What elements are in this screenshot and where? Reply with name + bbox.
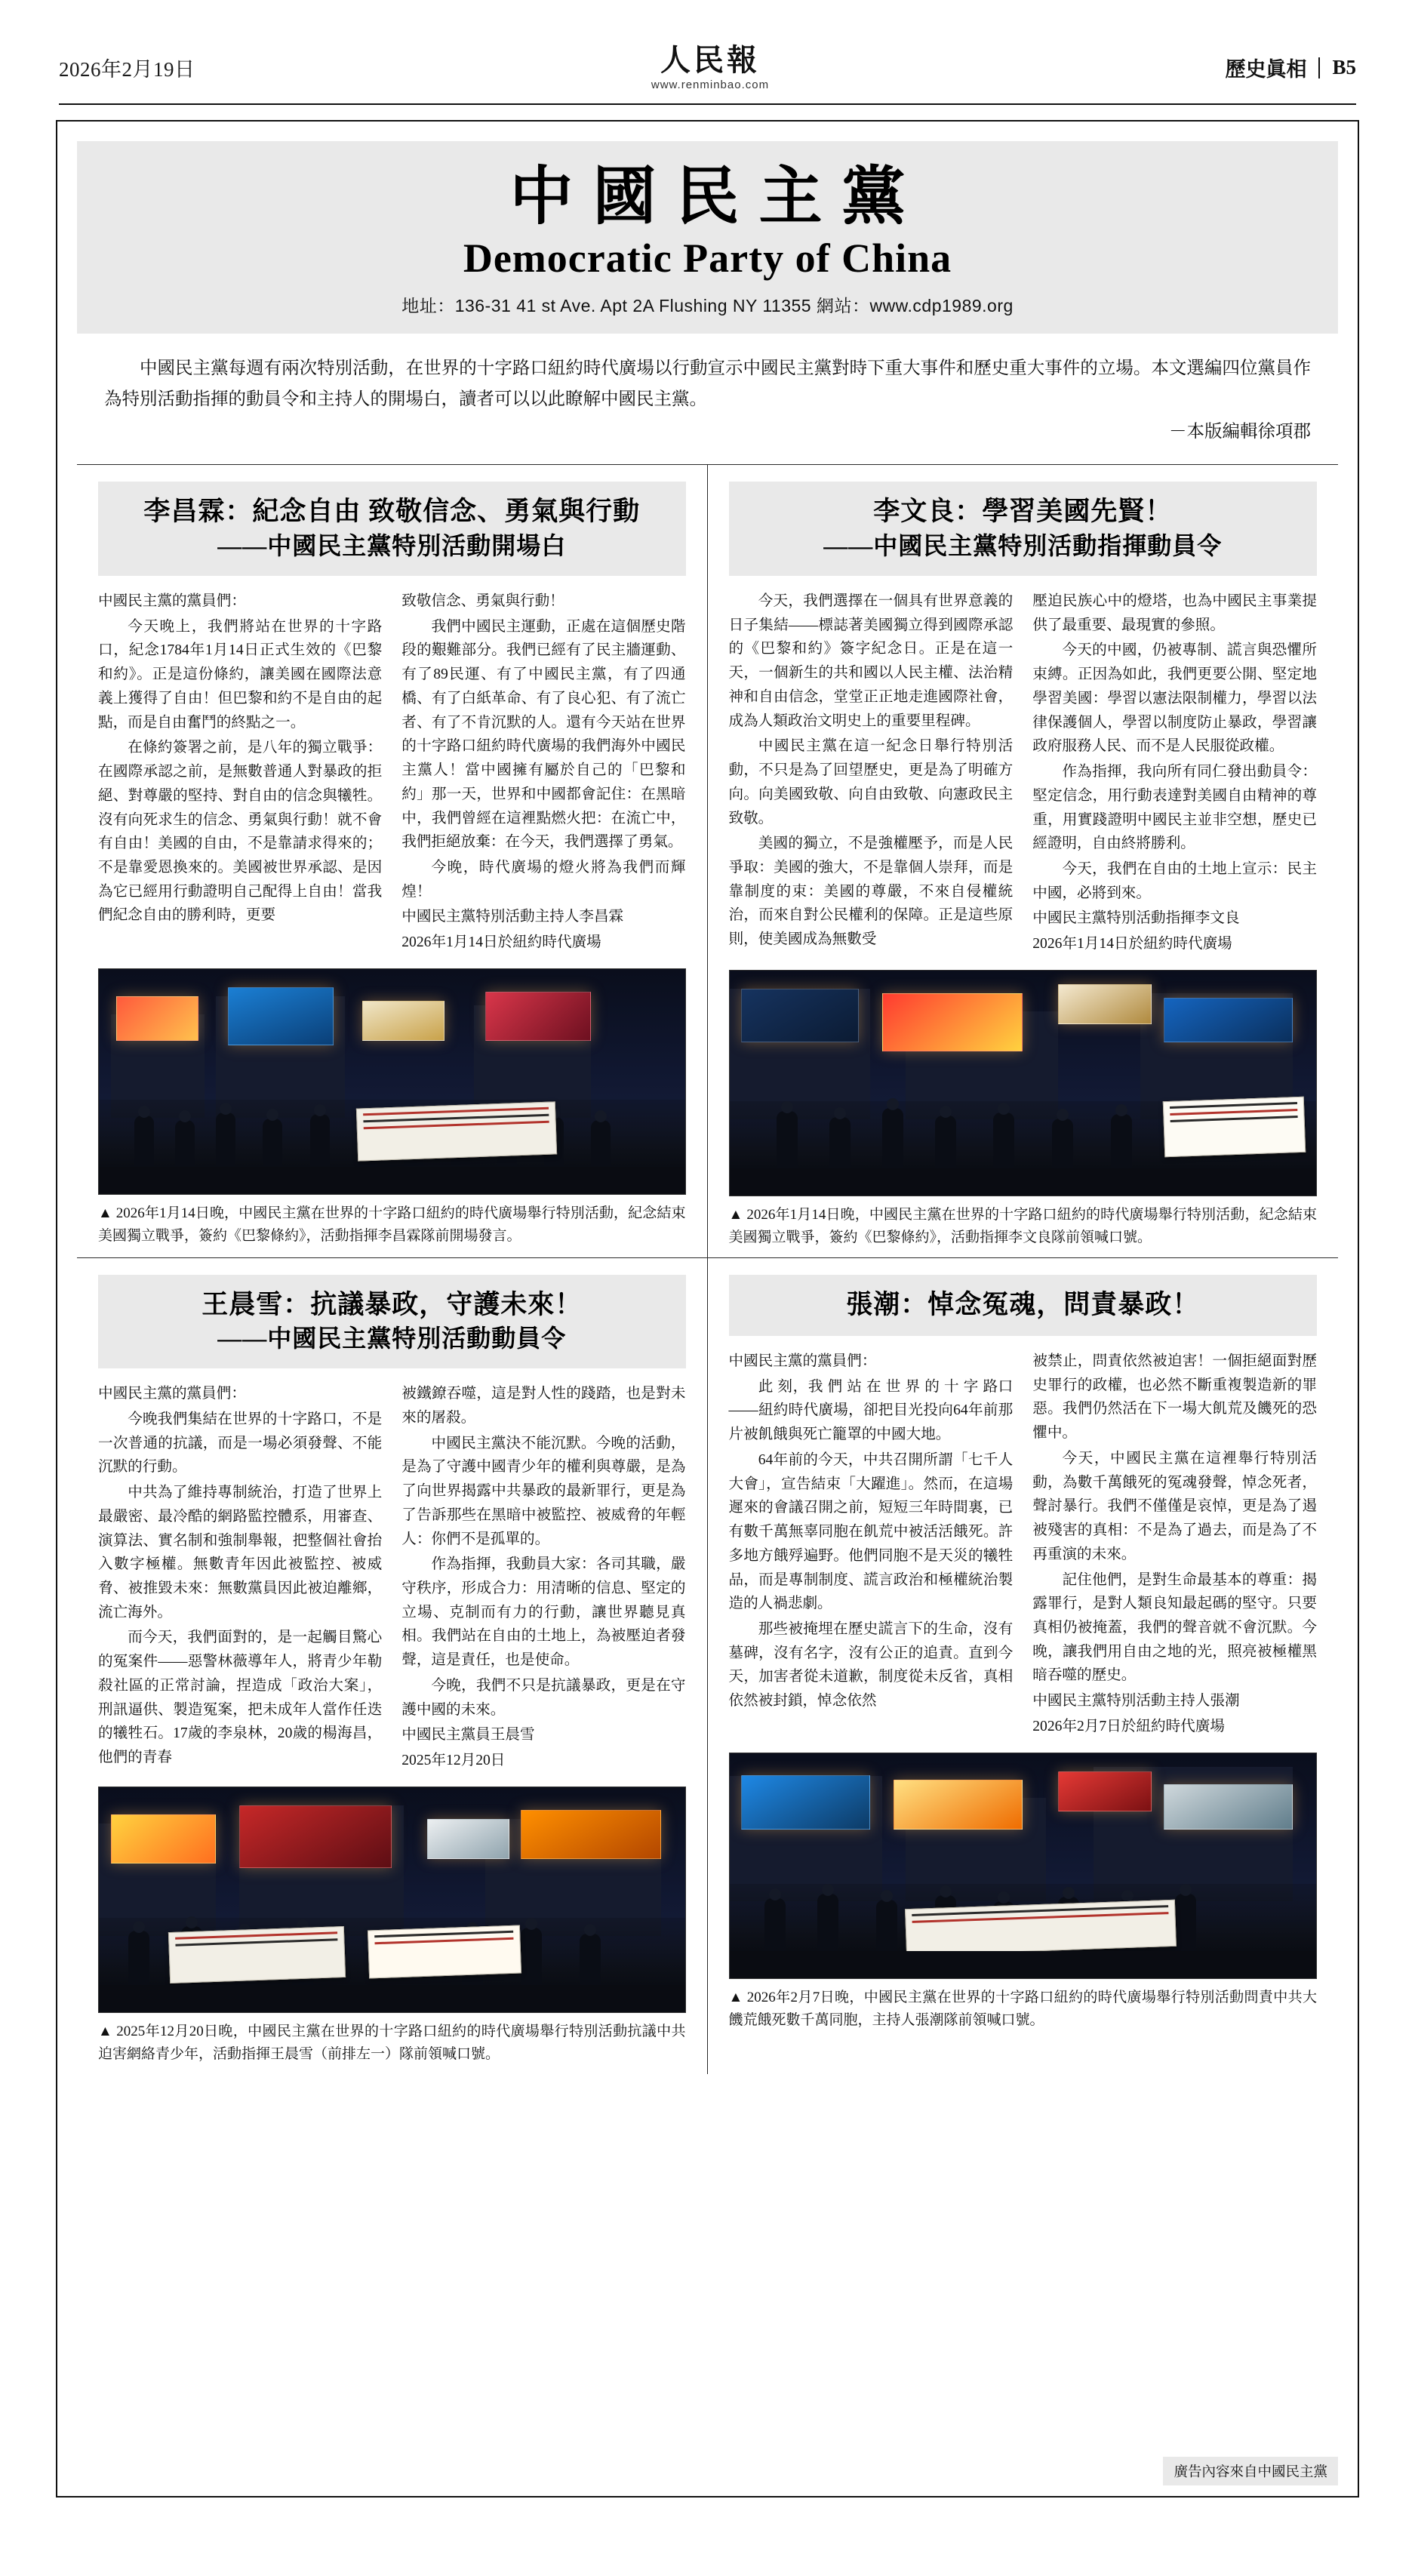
paragraph: 中國民主黨的黨員們： bbox=[98, 592, 246, 609]
paragraph: 今天，中國民主黨在這裡舉行特別活動，為數千萬餓死的冤魂發聲，悼念死者，聲討暴行。我們不僅僅是哀悼，更是為了遏被殘害的真相：不是為了過去，而是為了不再重演的未來。 bbox=[1032, 1450, 1317, 1562]
photo-billboard bbox=[521, 1810, 661, 1860]
paragraph: 記住他們，是對生命最基本的尊重：揭露罪行，是對人類良知最起碼的堅守。只要真相仍被掩蓋，我們的聲音就不會沉默。今晚，讓我們用自由之地的光，照亮被極權黑暗吞噬的歷史。 bbox=[1032, 1571, 1317, 1684]
paragraph: 此 刻，我 們 站 在 世 界 的 十 字 路口——紐約時代廣場，卻把目光投向64年前那片被飢餓與死亡籠罩的中國大地。 bbox=[728, 1378, 1014, 1443]
photo-banner bbox=[168, 1926, 346, 1984]
photo-billboard bbox=[111, 1814, 217, 1864]
article-2-subtitle: ——中國民主黨特別活動指揮動員令 bbox=[823, 531, 1223, 559]
paragraph: 中國民主黨在這一紀念日舉行特別活動，不只是為了回望歷史，更是為了明確方向。向美國致敬、向自由致敬、向憲政民主致敬。 bbox=[728, 738, 1014, 826]
photo-ground bbox=[730, 1951, 1317, 1978]
lead-text: 中國民主黨每週有兩次特別活動，在世界的十字路口紐約時代廣場以行動宣示中國民主黨對時下重大事件和歷史重大事件的立場。本文選編四位黨員作為特別活動指揮的動員令和主持人的開場白，讀者可以以此瞭解中國民主黨。 bbox=[104, 359, 1311, 410]
publication-logo: 人民報 bbox=[660, 43, 760, 77]
paragraph: 中國民主黨的黨員們： bbox=[98, 1386, 246, 1402]
paragraph: 中共為了維持專制統治，打造了世界上最嚴密、最冷酷的網路監控體系，用審查、演算法、實名制和強制舉報，把整個社會抬入數字極權。無數青年因此被監控、被威脅、被推毀未來：無數黨員因此被迫離鄉，流亡海外。 bbox=[98, 1485, 383, 1620]
article-2-body bbox=[729, 589, 1318, 958]
article-1-subtitle: ——中國民主黨特別活動開場白 bbox=[217, 531, 567, 559]
paragraph: 今天，我們在自由的土地上宣示：民主中國，必將到來。 bbox=[1032, 860, 1317, 901]
article-4-col-1 bbox=[729, 1350, 1014, 1740]
party-name-en: Democratic Party of China bbox=[463, 235, 952, 282]
photo-banner bbox=[1163, 1097, 1306, 1157]
article-4-headline bbox=[729, 1275, 1318, 1336]
paragraph: 致敬信念、勇氣與行動！ bbox=[401, 592, 564, 609]
paragraph: 在條約簽署之前，是八年的獨立戰爭：在國際承認之前，是無數普通人對暴政的拒絕、對尊嚴的堅持、對自由的信念與犧牲。沒有向死求生的信念、勇氣與行動！就不會有自由！美國的自由，不是靠請求得來的；不是靠愛恩換來的。美國被世界承認、是因為它已經用行動證明自己配得上自由！當我們紀念自由的勝利時，更要 bbox=[98, 740, 383, 924]
article-4-photo bbox=[729, 1753, 1318, 1979]
party-title-block bbox=[77, 141, 1338, 334]
paragraph: 被鐵鐐吞噬，這是對人性的踐踏，也是對未來的屠殺。 bbox=[401, 1386, 686, 1426]
paragraph: 中國民主黨的黨員們： bbox=[728, 1353, 877, 1369]
paragraph: 今晚，我們不只是抗議暴政，更是在守護中國的未來。 bbox=[401, 1677, 686, 1718]
article-1-headline bbox=[98, 482, 686, 575]
article-3-subtitle: ——中國民主黨特別活動動員令 bbox=[217, 1324, 567, 1352]
masthead-section-group bbox=[1225, 53, 1356, 82]
article-2-caption: ▲ 2026年1月14日晚，中國民主黨在世界的十字路口紐約的時代廣場舉行特別活動，紀念結束美國獨立戰爭，簽約《巴黎條約》，活動指揮李文良隊前領喊口號。 bbox=[728, 1206, 1317, 1246]
photo-billboard bbox=[882, 993, 1023, 1051]
article-2-col-2 bbox=[1032, 589, 1317, 958]
section-label: 歷史眞相 bbox=[1225, 58, 1307, 81]
article-2-headline bbox=[729, 482, 1318, 575]
lead-paragraph bbox=[104, 353, 1311, 448]
article-2-col-1 bbox=[729, 589, 1014, 958]
articles-grid bbox=[77, 465, 1338, 2073]
article-3-signature-date: 2025年12月20日 bbox=[401, 1753, 506, 1769]
article-4-caption: ▲ 2026年2月7日晚，中國民主黨在世界的十字路口紐約的時代廣場舉行特別活動問責中共大饑荒餓死數千萬同胞，主持人張潮隊前領喊口號。 bbox=[728, 1989, 1317, 2029]
photo-billboard bbox=[741, 989, 859, 1043]
photo-billboard bbox=[116, 996, 198, 1042]
article-3-body bbox=[98, 1382, 686, 1774]
photo-banner bbox=[356, 1102, 557, 1162]
photo-billboard bbox=[362, 1001, 444, 1042]
paragraph: 今晚，時代廣場的燈火將為我們而輝煌！ bbox=[401, 859, 686, 900]
article-2-photo-wrap bbox=[729, 970, 1318, 1250]
paragraph: 壓迫民族心中的燈塔，也為中國民主事業提供了最重要、最現實的參照。 bbox=[1032, 592, 1317, 633]
photo-billboard bbox=[485, 992, 591, 1042]
paragraph: 今天，我們選擇在一個具有世界意義的日子集結——標誌著美國獨立得到國際承認的《巴黎和約》簽字紀念日。正是在這一天，一個新生的共和國以人民主權、法治精神和自由信念，堂堂正正地走進國際社會，成為人類政治文明史上的重要里程碑。 bbox=[728, 592, 1014, 729]
paragraph: 我們中國民主運動，正處在這個歷史階段的艱難部分。我們已經有了民主牆運動、有了89民運、有了中國民主黨，有了四通橋、有了白紙革命、有了良心犯、有了流亡者、有了不肯沉默的人。還有今天站在世界的十字路口紐約時代廣場的我們海外中國民主黨人！當中國擁有屬於自己的「巴黎和約」那一天，世界和中國都會記住：在黑暗中，我們曾經在這裡點燃火把：在流亡中，我們拒絕放棄：在今天，我們選擇了勇氣。 bbox=[401, 618, 686, 851]
paragraph: 作為指揮，我動員大家：各司其職，嚴守秩序，形成合力：用清晰的信息、堅定的立場、克制而有力的行動，讓世界聽見真相。我們站在自由的土地上，為被壓迫者發聲，這是責任，也是使命。 bbox=[401, 1556, 686, 1669]
article-2-title: 李文良：學習美國先賢！ bbox=[873, 497, 1173, 527]
article-1-signature-name: 中國民主黨特別活動主持人李昌霖 bbox=[401, 909, 624, 925]
ad-frame bbox=[56, 120, 1359, 2498]
article-1-body bbox=[98, 589, 686, 956]
lead-byline: －本版編輯徐項郡 bbox=[1169, 422, 1311, 442]
article-4-photo-wrap bbox=[729, 1753, 1318, 2033]
article-4-col-2 bbox=[1032, 1350, 1317, 1740]
photo-ground bbox=[99, 1167, 685, 1194]
article-2-signature-name: 中國民主黨特別活動指揮李文良 bbox=[1032, 910, 1240, 927]
article-1-caption: ▲ 2026年1月14日晚，中國民主黨在世界的十字路口紐約的時代廣場舉行特別活動，紀念結束美國獨立戰爭，簽約《巴黎條約》，活動指揮李昌霖隊前開場發言。 bbox=[98, 1205, 686, 1245]
article-3-caption: ▲ 2025年12月20日晚，中國民主黨在世界的十字路口紐約的時代廣場舉行特別活動抗議中共迫害網絡青少年，活動指揮王晨雪（前排左一）隊前領喊口號。 bbox=[98, 2023, 686, 2063]
publication-url: www.renminbao.com bbox=[651, 78, 770, 91]
article-1-photo-wrap bbox=[98, 968, 686, 1248]
article-3 bbox=[77, 1257, 708, 2074]
article-4-signature-date: 2026年2月7日於紐約時代廣場 bbox=[1032, 1718, 1225, 1734]
paragraph: 作為指揮，我向所有同仁發出動員令：堅定信念，用行動表達對美國自由精神的尊重，用實踐證明中國民主並非空想，歷史已經證明，自由終將勝利。 bbox=[1032, 764, 1317, 852]
article-4-title: 張潮：悼念冤魂，問責暴政！ bbox=[846, 1289, 1200, 1319]
masthead-rule bbox=[59, 103, 1356, 105]
paragraph: 被禁止，問責依然被迫害！一個拒絕面對歷史罪行的政權，也必然不斷重複製造新的罪惡。我們仍然活在下一場大飢荒及饑死的恐懼中。 bbox=[1032, 1353, 1317, 1442]
photo-ground bbox=[730, 1168, 1317, 1196]
article-3-col-2 bbox=[401, 1382, 685, 1774]
paragraph: 中國民主黨決不能沉默。今晚的活動，是為了守護中國青少年的權利與尊嚴，是為了向世界揭露中共暴政的最新罪行，更是為了告訴那些在黑暗中被監控、被威脅的年輕人：你們不是孤單的。 bbox=[401, 1435, 686, 1547]
party-name-cn: 中國民主黨 bbox=[509, 162, 925, 232]
paragraph: 而今天，我們面對的，是一起觸目驚心的冤案件——惡警林薇導年人，將青少年勒殺社區的正常討論，捏造成「政治大案」，刑訊逼供、製造冤案，把未成年人當作任迭的犧牲石。17歲的李泉林，20歲的楊海昌，他們的青春 bbox=[98, 1630, 383, 1766]
paragraph: 今晚我們集結在世界的十字路口，不是一次普通的抗議，而是一場必須發聲、不能沉默的行動。 bbox=[98, 1411, 383, 1476]
article-4-body bbox=[729, 1350, 1318, 1740]
ad-disclaimer: 廣告內容來自中國民主黨 bbox=[1163, 2457, 1338, 2485]
photo-billboard bbox=[1058, 984, 1152, 1025]
page-number: B5 bbox=[1332, 56, 1356, 78]
photo-billboard bbox=[1164, 1784, 1293, 1830]
photo-billboard bbox=[228, 987, 334, 1045]
article-3-signature-name: 中國民主黨員王晨雪 bbox=[401, 1727, 535, 1743]
article-1-title: 李昌霖：紀念自由 致敬信念、勇氣與行動 bbox=[143, 497, 641, 527]
divider-bar bbox=[1318, 57, 1320, 78]
article-2 bbox=[708, 465, 1339, 1257]
article-2-signature-date: 2026年1月14日於紐約時代廣場 bbox=[1032, 936, 1232, 953]
photo-ground bbox=[99, 1985, 685, 2012]
paragraph: 今天晚上，我們將站在世界的十字路口，紀念1784年1月14日正式生效的《巴黎和約》。正是這份條約，讓美國在國際法意義上獲得了自由！但巴黎和約不是自由的起點，而是自由奮鬥的終點之一。 bbox=[98, 618, 383, 731]
article-3-title: 王晨雪：抗議暴政，守護未來！ bbox=[201, 1289, 583, 1319]
paragraph: 今天的中國，仍被專制、謊言與恐懼所束縛。正因為如此，我們更要公開、堅定地學習美國：學習以憲法限制權力，學習以法律保護個人，學習以制度防止暴政，學習讓政府服務人民、而不是人民服從政權。 bbox=[1032, 642, 1317, 755]
article-3-photo-wrap bbox=[98, 1787, 686, 2067]
paragraph: 美國的獨立，不是強權壓予，而是人民爭取：美國的強大，不是靠個人崇拜，而是靠制度的束：美國的尊嚴，不來自侵權統治，而來自對公民權利的保障。正是這些原則，使美國成為無數受 bbox=[728, 836, 1014, 948]
photo-billboard bbox=[741, 1775, 870, 1830]
masthead-date: 2026年2月19日 bbox=[59, 58, 195, 81]
article-1-photo bbox=[98, 968, 686, 1195]
masthead bbox=[0, 0, 1415, 99]
party-address-website: 地址：136-31 41 st Ave. Apt 2A Flushing NY 11355 網站：www.cdp1989.org bbox=[401, 296, 1014, 316]
paragraph: 64年前的今天，中共召開所謂「七千人大會」，宣告結束「大躍進」。然而，在這場遲來的會議召開之前，短短三年時間裏，已有數千萬無辜同胞在飢荒中被活活餓死。許多地方餓殍遍野。他們同胞不是天災的犧牲品，而是專制制度、謊言政治和極權統治製造的人禍悲劇。 bbox=[728, 1451, 1014, 1612]
photo-banner bbox=[368, 1925, 521, 1979]
masthead-center bbox=[195, 44, 1226, 91]
paragraph: 那些被掩埋在歷史謊言下的生命，沒有墓碑，沒有名字，沒有公正的追責。直到今天，加害者從未道歉，制度從未反省，真相依然被封鎖，悼念依然 bbox=[728, 1621, 1014, 1710]
photo-billboard bbox=[239, 1805, 392, 1868]
photo-banner bbox=[905, 1900, 1177, 1956]
article-3-col-1 bbox=[98, 1382, 382, 1774]
article-4-signature-name: 中國民主黨特別活動主持人張潮 bbox=[1032, 1693, 1240, 1710]
article-1-signature-date: 2026年1月14日於紐約時代廣場 bbox=[401, 934, 601, 951]
photo-billboard bbox=[427, 1819, 509, 1860]
article-3-photo bbox=[98, 1787, 686, 2013]
article-4 bbox=[708, 1257, 1339, 2074]
article-1-col-1 bbox=[98, 589, 382, 956]
photo-billboard bbox=[894, 1780, 1023, 1830]
photo-billboard bbox=[1164, 998, 1293, 1043]
article-1 bbox=[77, 465, 708, 1257]
article-2-photo bbox=[729, 970, 1318, 1196]
article-1-col-2 bbox=[401, 589, 685, 956]
photo-billboard bbox=[1058, 1771, 1152, 1812]
article-3-headline bbox=[98, 1275, 686, 1368]
